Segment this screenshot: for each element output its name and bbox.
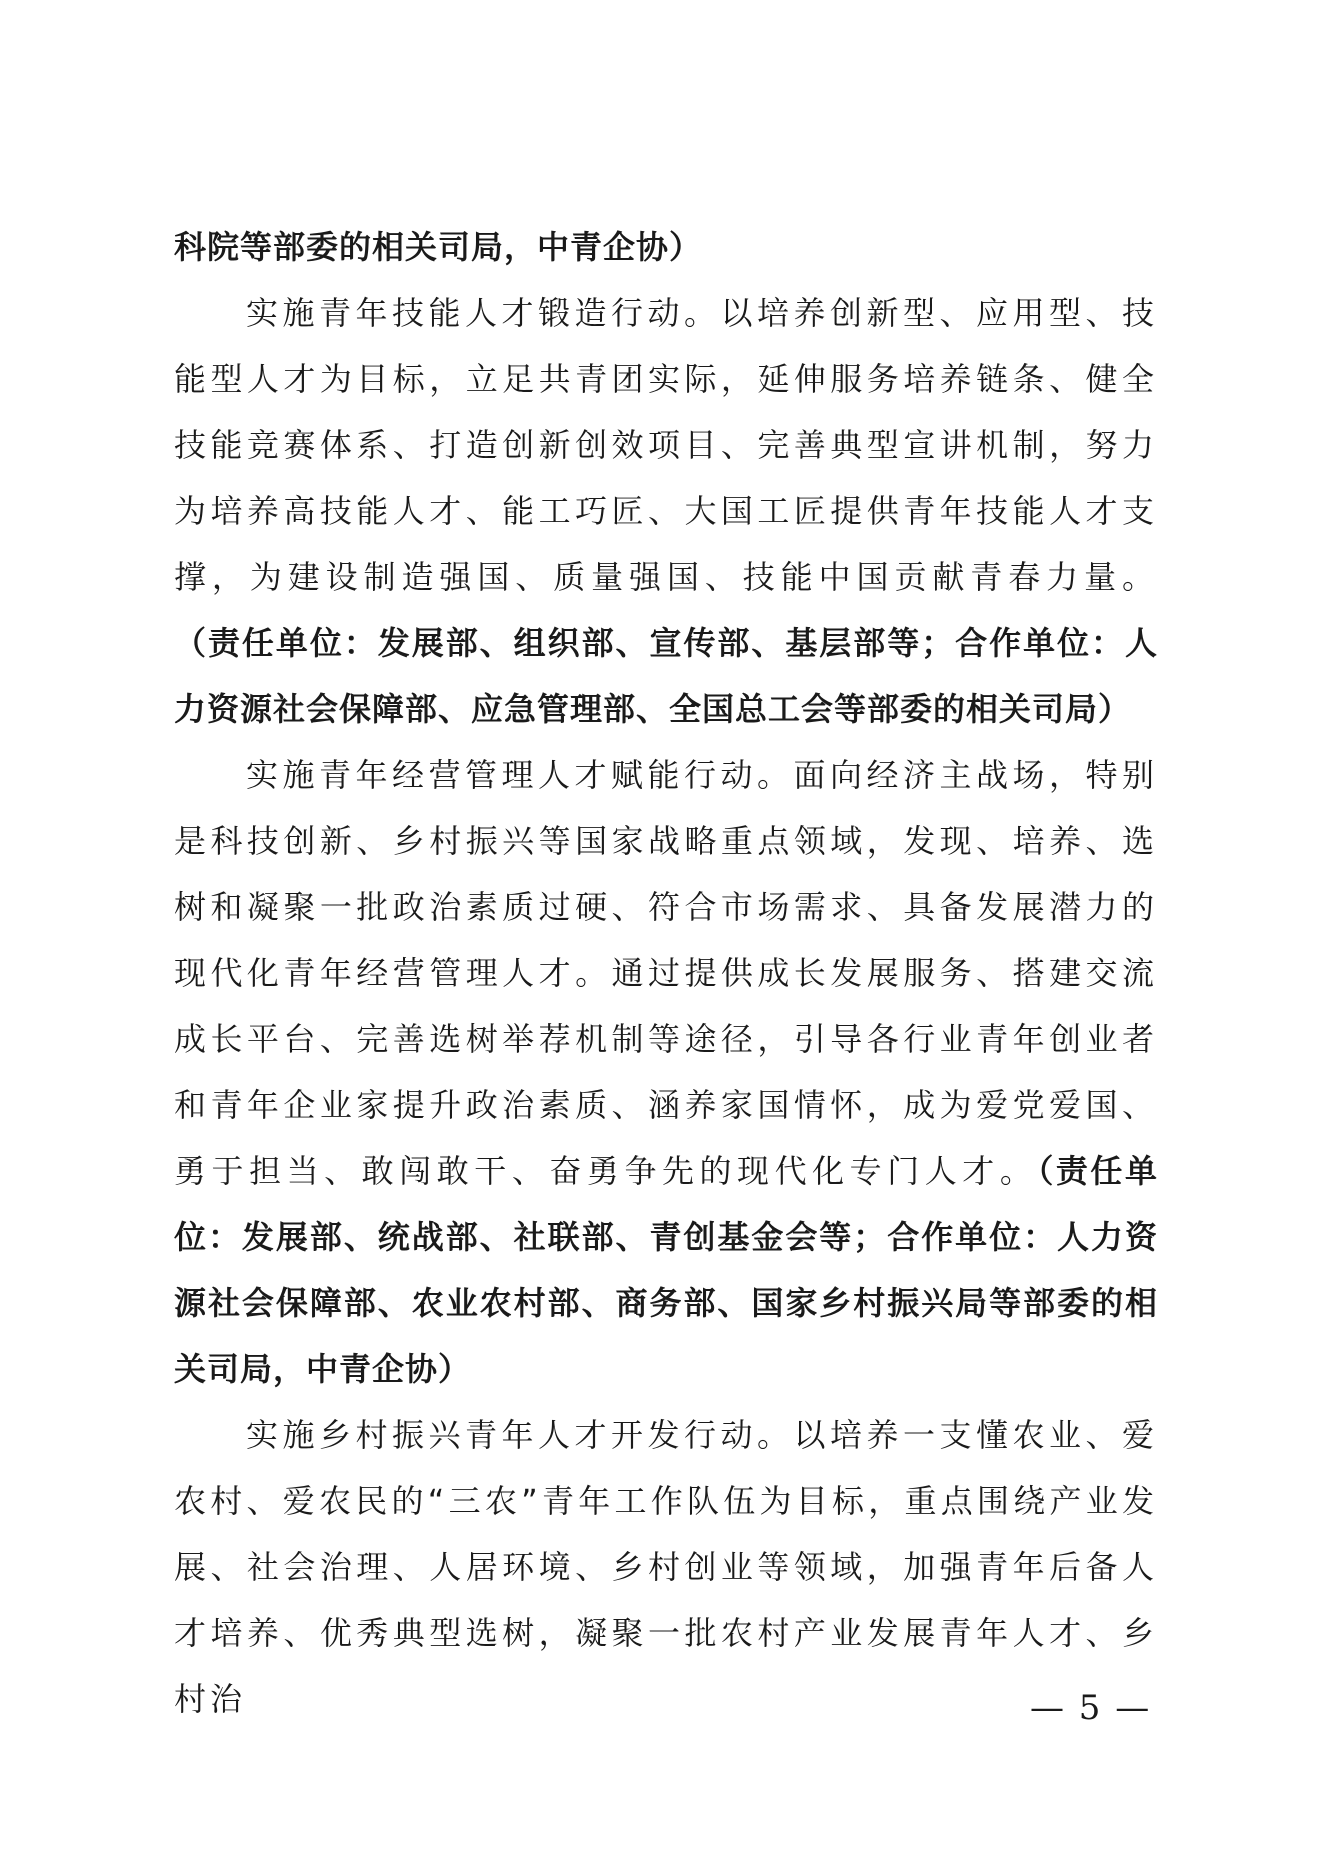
page-number: — 5 — xyxy=(1030,1688,1152,1728)
paragraph-text: 实施青年经营管理人才赋能行动。面向经济主战场，特别是科技创新、乡村振兴等国家战略重点领域，发现、培养、选树和凝聚一批政治素质过硬、符合市场需求、具备发展潜力的现代化青年经营管理人才。通过提供成长发展服务、搭建交流成长平台、完善选树举荐机制等途径，引导各行业青年创业者和青年企业家提升政治素质、涵养家国情怀，成为爱党爱国、勇于担当、敢闯敢干、奋勇争先的现代化专门人才。 xyxy=(174,756,1158,1190)
paragraph-rural-talent xyxy=(174,1402,1158,1732)
paragraph-text: 实施青年技能人才锻造行动。以培养创新型、应用型、技能型人才为目标，立足共青团实际，延伸服务培养链条、健全技能竞赛体系、打造创新创效项目、完善典型宣讲机制，努力为培养高技能人才、能工巧匠、大国工匠提供青年技能人才支撑，为建设制造强国、质量强国、技能中国贡献青春力量。 xyxy=(174,294,1158,596)
responsibility-note: 科院等部委的相关司局，中青企协） xyxy=(174,228,703,266)
responsibility-note: （责任单位：发展部、统战部、社联部、青创基金会等；合作单位：人力资源社会保障部、农业农村部、商务部、国家乡村振兴局等部委的相关司局，中青企协） xyxy=(174,1152,1158,1388)
document-body xyxy=(174,214,1158,1732)
paragraph-skill-talent xyxy=(174,280,1158,742)
responsibility-note: （责任单位：发展部、组织部、宣传部、基层部等；合作单位：人力资源社会保障部、应急管理部、全国总工会等部委的相关司局） xyxy=(174,624,1158,728)
paragraph-management-talent xyxy=(174,742,1158,1402)
paragraph-continuation xyxy=(174,214,1158,280)
paragraph-text: 实施乡村振兴青年人才开发行动。以培养一支懂农业、爱农村、爱农民的“三农”青年工作队伍为目标，重点围绕产业发展、社会治理、人居环境、乡村创业等领域，加强青年后备人才培养、优秀典型选树，凝聚一批农村产业发展青年人才、乡村治 xyxy=(174,1416,1158,1718)
